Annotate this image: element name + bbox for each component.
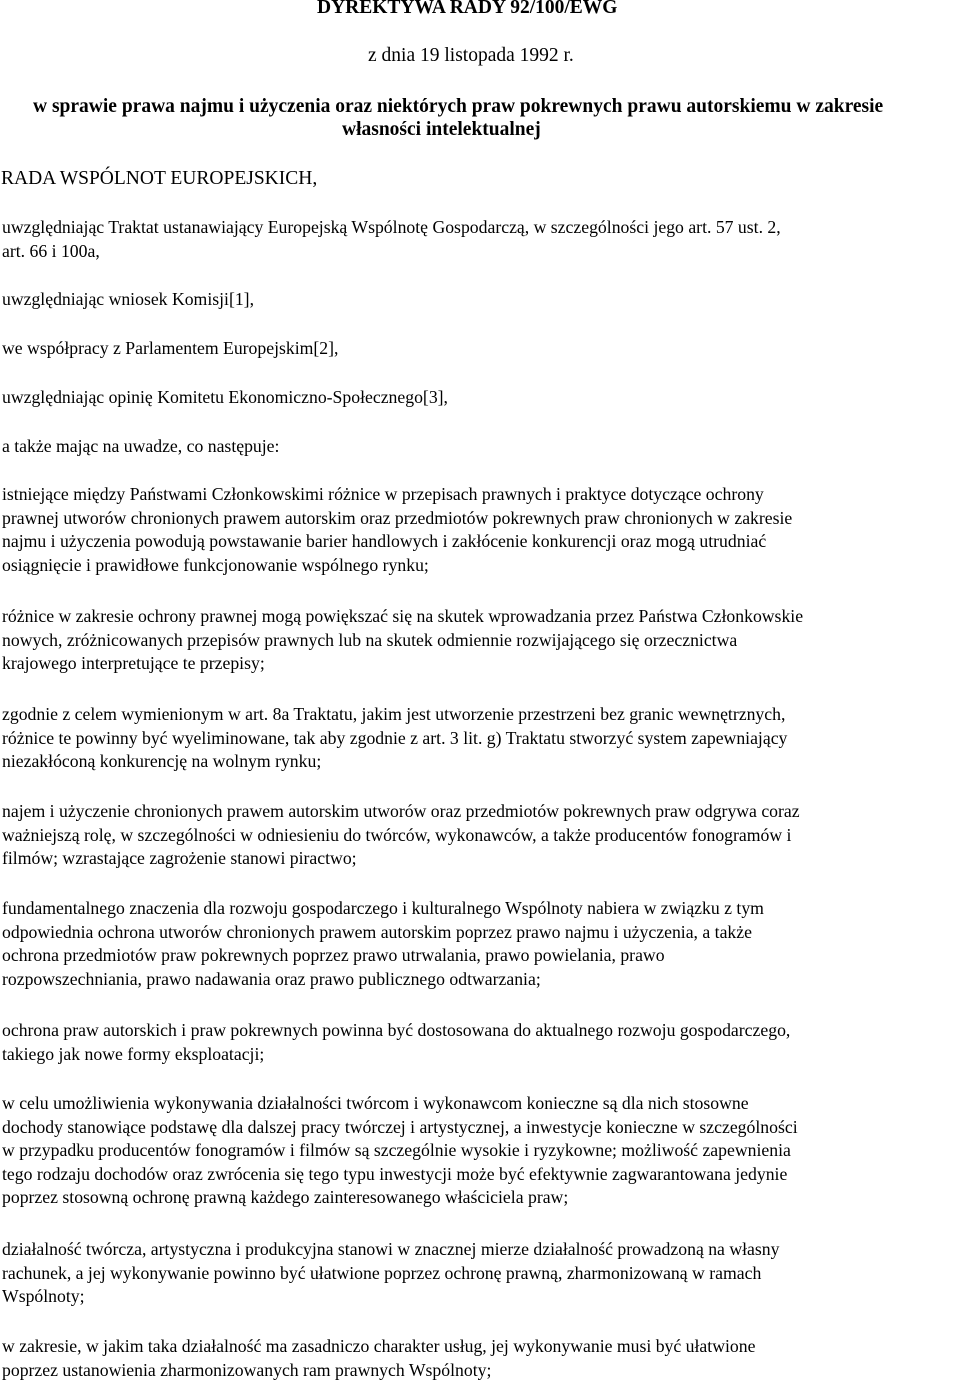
paragraph-line: Wspólnoty; xyxy=(2,1286,85,1307)
paragraph-line: dochody stanowiące podstawę dla dalszej pracy twórczej i artystycznej, a inwestycje konieczne w szczególności xyxy=(2,1116,798,1137)
paragraph-recital-1 xyxy=(2,483,958,577)
paragraph-legal-basis xyxy=(2,216,958,263)
document-date: z dnia 19 listopada 1992 r. xyxy=(368,45,574,66)
paragraph-line: rozpowszechniania, prawo nadawania oraz prawo publicznego odtwarzania; xyxy=(2,968,541,989)
paragraph-line: krajowego interpretujące te przepisy; xyxy=(2,653,265,674)
paragraph-committee-opinion xyxy=(2,386,958,410)
paragraph-recital-5 xyxy=(2,897,958,991)
paragraph-line: odpowiednia ochrona utworów chronionych prawem autorskim poprzez prawo najmu i użyczenia, a także xyxy=(2,921,752,942)
document-subject-line-2: własności intelektualnej xyxy=(342,119,541,140)
paragraph-line: niezakłóconą konkurencję na wolnym rynku; xyxy=(2,751,322,772)
paragraph-line: nowych, zróżnicowanych przepisów prawnych lub na skutek odmiennie rozwijającego się orzecznictwa xyxy=(2,629,738,650)
paragraph-line: art. 66 i 100a, xyxy=(2,240,100,261)
paragraph-recital-3 xyxy=(2,703,958,774)
paragraph-line: ochrona praw autorskich i praw pokrewnych powinna być dostosowana do aktualnego rozwoju gospodarczego, xyxy=(2,1020,791,1040)
paragraph-line: rachunek, a jej wykonywanie powinno być ułatwione poprzez ochronę prawną, zharmonizowaną w ramach xyxy=(2,1262,762,1283)
paragraph-line: uwzględniając opinię Komitetu Ekonomiczno-Społecznego[3], xyxy=(2,387,448,407)
paragraph-line: we współpracy z Parlamentem Europejskim[2], xyxy=(2,338,339,358)
paragraph-recital-2 xyxy=(2,605,958,676)
paragraph-line: fundamentalnego znaczenia dla rozwoju gospodarczego i kulturalnego Wspólnoty nabiera w związku z tym xyxy=(2,898,764,918)
paragraph-line: różnice w zakresie ochrony prawnej mogą powiększać się na skutek wprowadzania przez Państwa Członkowskie xyxy=(2,606,804,626)
paragraph-line: w przypadku producentów fonogramów i filmów są szczególnie wysokie i ryzykowne; możliwość zapewnienia xyxy=(2,1140,791,1161)
paragraph-line: takiego jak nowe formy eksploatacji; xyxy=(2,1043,265,1064)
paragraph-line: poprzez stosowną ochronę prawną każdego zainteresowanego właściciela praw; xyxy=(2,1187,569,1208)
paragraph-recital-7 xyxy=(2,1092,958,1210)
paragraph-recital-9 xyxy=(2,1335,958,1382)
paragraph-line: poprzez ustanowienia zharmonizowanych ram prawnych Wspólnoty; xyxy=(2,1359,492,1380)
document-issuer: RADA WSPÓLNOT EUROPEJSKICH, xyxy=(1,168,318,189)
paragraph-line: tego rodzaju dochodów oraz zwrócenia się tego typu inwestycji może być efektywnie zagwarantowana jedynie xyxy=(2,1163,788,1184)
paragraph-line: uwzględniając Traktat ustanawiający Europejską Wspólnotę Gospodarczą, w szczególności jego art. 57 ust. 2, xyxy=(2,217,781,237)
paragraph-commission-proposal xyxy=(2,288,958,312)
paragraph-line: w zakresie, w jakim taka działalność ma zasadniczo charakter usług, jej wykonywanie musi być ułatwione xyxy=(2,1336,756,1356)
document-title: DYREKTYWA RADY 92/100/EWG xyxy=(317,0,618,18)
paragraph-line: uwzględniając wniosek Komisji[1], xyxy=(2,289,254,309)
paragraph-line: działalność twórcza, artystyczna i produkcyjna stanowi w znacznej mierze działalność prowadzoną na własny xyxy=(2,1239,780,1259)
paragraph-line: najmu i użyczenia powodują powstawanie barier handlowych i zakłócenie konkurencji oraz mogą utrudniać xyxy=(2,531,767,552)
paragraph-recital-6 xyxy=(2,1019,958,1066)
paragraph-line: istniejące między Państwami Członkowskimi różnice w przepisach prawnych i praktyce dotyczące ochrony xyxy=(2,484,764,504)
paragraph-whereas-intro xyxy=(2,435,958,459)
paragraph-parliament xyxy=(2,337,958,361)
paragraph-line: a także mając na uwadze, co następuje: xyxy=(2,436,280,456)
paragraph-line: prawnej utworów chronionych prawem autorskim oraz przedmiotów pokrewnych praw chronionych w zakresie xyxy=(2,507,793,528)
paragraph-recital-8 xyxy=(2,1238,958,1309)
paragraph-line: ochrona przedmiotów praw pokrewnych poprzez prawo utrwalania, prawo powielania, prawo xyxy=(2,945,665,966)
paragraph-line: różnice te powinny być wyeliminowane, tak aby zgodnie z art. 3 lit. g) Traktatu stworzyć system zapewniający xyxy=(2,727,788,748)
paragraph-recital-4 xyxy=(2,800,958,871)
paragraph-line: filmów; wzrastające zagrożenie stanowi piractwo; xyxy=(2,848,357,869)
paragraph-line: ważniejszą rolę, w szczególności w odniesieniu do twórców, wykonawców, a także producentów fonogramów i xyxy=(2,824,792,845)
paragraph-line: w celu umożliwienia wykonywania działalności twórcom i wykonawcom konieczne są dla nich stosowne xyxy=(2,1093,749,1113)
paragraph-line: najem i użyczenie chronionych prawem autorskim utworów oraz przedmiotów pokrewnych praw odgrywa coraz xyxy=(2,801,800,821)
paragraph-line: zgodnie z celem wymienionym w art. 8a Traktatu, jakim jest utworzenie przestrzeni bez granic wewnętrznych, xyxy=(2,704,786,724)
document-subject-line-1: w sprawie prawa najmu i użyczenia oraz niektórych praw pokrewnych prawu autorskiemu w zakresie xyxy=(33,96,884,117)
paragraph-line: osiągnięcie i prawidłowe funkcjonowanie wspólnego rynku; xyxy=(2,554,429,575)
